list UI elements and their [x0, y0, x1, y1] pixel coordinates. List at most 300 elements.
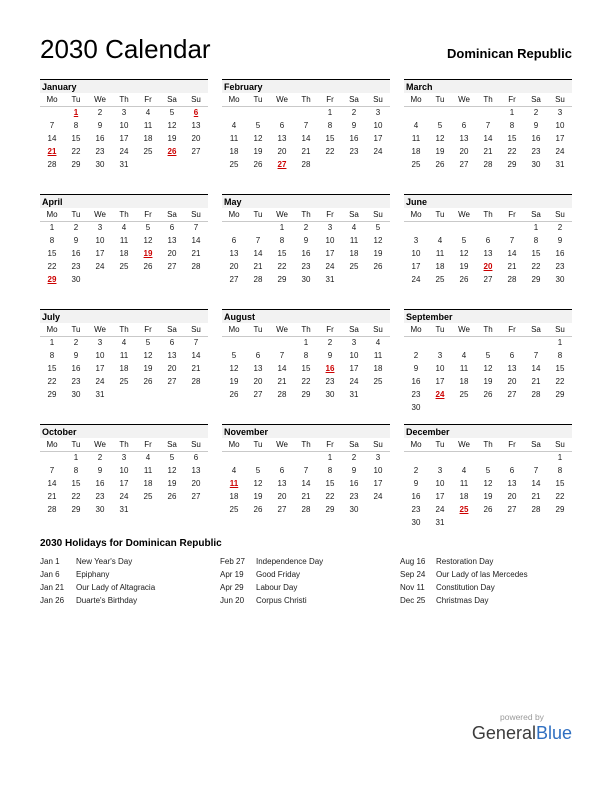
day-cell: 25	[459, 505, 469, 514]
holiday-entry	[40, 581, 220, 594]
day-cell: 29	[555, 505, 565, 514]
day-cell: 15	[47, 364, 57, 373]
weekday-label: Su	[548, 208, 572, 221]
day-cell: 13	[507, 364, 517, 373]
month-july	[40, 309, 208, 401]
weekday-label: Sa	[524, 323, 548, 336]
day-cell: 23	[555, 262, 565, 271]
weekday-label: Fr	[500, 323, 524, 336]
day-cell: 11	[373, 351, 383, 360]
day-cell: 6	[255, 351, 261, 360]
weekday-label: Th	[294, 93, 318, 106]
holiday-name: Our Lady of las Mercedes	[436, 570, 528, 579]
weekday-label: Tu	[428, 208, 452, 221]
day-cell: 14	[301, 134, 311, 143]
weekday-label: Mo	[404, 323, 428, 336]
day-cell: 13	[167, 236, 177, 245]
day-cell: 25	[119, 262, 129, 271]
weekday-label: Fr	[136, 208, 160, 221]
day-cell: 29	[531, 275, 541, 284]
day-cell: 27	[253, 390, 263, 399]
day-cell: 21	[253, 262, 263, 271]
day-cell: 14	[191, 351, 201, 360]
empty-cell	[500, 401, 524, 414]
month-grid	[222, 93, 390, 171]
day-cell: 31	[435, 518, 445, 527]
day-cell: 4	[121, 223, 127, 233]
day-cell: 27	[459, 160, 469, 169]
day-cell: 31	[119, 160, 129, 169]
day-cell: 30	[411, 518, 421, 527]
day-cell: 25	[373, 377, 383, 386]
day-cell: 30	[71, 275, 81, 284]
day-cell: 11	[435, 249, 445, 258]
empty-cell	[476, 401, 500, 414]
day-cell: 6	[279, 466, 285, 475]
day-cell: 4	[231, 466, 237, 475]
weekday-label: Su	[184, 323, 208, 336]
holiday-name: Our Lady of Altagracia	[76, 583, 156, 592]
day-cell: 2	[533, 108, 539, 118]
month-grid	[404, 438, 572, 529]
day-cell: 18	[349, 249, 359, 258]
empty-cell	[246, 221, 270, 234]
day-cell: 21	[507, 262, 517, 271]
day-cell: 30	[95, 505, 105, 514]
weekday-label: Fr	[318, 438, 342, 451]
weekday-label: Sa	[524, 438, 548, 451]
day-cell: 3	[97, 223, 103, 233]
holiday-name: Independence Day	[256, 557, 324, 566]
empty-cell	[40, 451, 64, 464]
day-cell: 28	[301, 160, 311, 169]
weekday-label: Tu	[428, 93, 452, 106]
day-cell: 2	[557, 223, 563, 233]
holiday-name: Good Friday	[256, 570, 301, 579]
day-cell: 13	[253, 364, 263, 373]
day-cell: 4	[231, 121, 237, 130]
day-cell: 29	[277, 275, 287, 284]
empty-cell	[184, 273, 208, 286]
day-cell: 5	[485, 466, 491, 475]
day-cell: 4	[145, 108, 151, 118]
day-cell: 31	[325, 275, 335, 284]
day-cell: 31	[119, 505, 129, 514]
empty-cell	[222, 106, 246, 119]
brand-general-text: General	[471, 723, 536, 743]
brand-logo	[472, 724, 572, 742]
day-cell: 13	[459, 134, 469, 143]
month-grid	[40, 93, 208, 171]
day-cell: 18	[459, 492, 469, 501]
holiday-date: Nov 11	[400, 583, 425, 592]
holiday-name: Duarte's Birthday	[76, 596, 138, 605]
day-cell: 9	[557, 236, 563, 245]
day-cell: 11	[411, 134, 421, 143]
day-cell: 15	[325, 134, 335, 143]
day-cell: 22	[555, 492, 565, 501]
empty-cell	[270, 451, 294, 464]
empty-cell	[404, 451, 428, 464]
weekday-label: Th	[294, 323, 318, 336]
holiday-entry	[40, 594, 220, 607]
day-cell: 24	[555, 147, 565, 156]
day-cell: 26	[167, 147, 177, 156]
weekday-label: Fr	[500, 93, 524, 106]
holiday-date: Apr 29	[220, 583, 244, 592]
day-cell: 7	[533, 351, 539, 360]
empty-cell	[366, 503, 390, 516]
day-cell: 19	[167, 134, 177, 143]
empty-cell	[40, 106, 64, 119]
day-cell: 9	[73, 236, 79, 245]
weekday-label: We	[452, 93, 476, 106]
day-cell: 28	[531, 505, 541, 514]
weekday-label: Su	[184, 93, 208, 106]
day-cell: 26	[229, 390, 239, 399]
weekday-label: Tu	[246, 208, 270, 221]
day-cell: 29	[325, 505, 335, 514]
footer	[472, 712, 572, 742]
empty-cell	[500, 336, 524, 349]
holiday-name: Christmas Day	[436, 596, 489, 605]
day-cell: 15	[71, 479, 81, 488]
day-cell: 6	[485, 236, 491, 245]
weekday-label: Th	[112, 323, 136, 336]
weekday-label: Mo	[40, 323, 64, 336]
weekday-label: Su	[184, 438, 208, 451]
day-cell: 22	[47, 262, 57, 271]
empty-cell	[428, 336, 452, 349]
day-cell: 9	[97, 121, 103, 130]
empty-cell	[294, 106, 318, 119]
empty-cell	[270, 336, 294, 349]
day-cell: 14	[47, 134, 57, 143]
weekday-label: We	[452, 323, 476, 336]
day-cell: 2	[413, 466, 419, 475]
month-grid	[40, 323, 208, 401]
day-cell: 29	[71, 160, 81, 169]
day-cell: 22	[325, 492, 335, 501]
day-cell: 17	[555, 134, 565, 143]
day-cell: 17	[119, 134, 129, 143]
country-label: Dominican Republic	[447, 46, 572, 61]
day-cell: 26	[459, 275, 469, 284]
month-december	[404, 424, 572, 529]
holiday-name: Epiphany	[76, 570, 110, 579]
day-cell: 10	[349, 351, 359, 360]
day-cell: 9	[413, 479, 419, 488]
day-cell: 5	[485, 351, 491, 360]
day-cell: 16	[349, 134, 359, 143]
weekday-label: Tu	[246, 323, 270, 336]
weekday-label: Sa	[160, 323, 184, 336]
weekday-label: Mo	[404, 438, 428, 451]
weekday-label: Sa	[342, 93, 366, 106]
day-cell: 24	[349, 377, 359, 386]
day-cell: 28	[483, 160, 493, 169]
day-cell: 8	[49, 351, 55, 360]
holiday-date: Jun 20	[220, 596, 245, 605]
day-cell: 2	[413, 351, 419, 360]
day-cell: 13	[191, 121, 201, 130]
empty-cell	[404, 336, 428, 349]
empty-cell	[452, 336, 476, 349]
weekday-label: Fr	[318, 208, 342, 221]
day-cell: 14	[507, 249, 517, 258]
months-grid	[40, 79, 572, 530]
empty-cell	[500, 451, 524, 464]
day-cell: 23	[325, 377, 335, 386]
day-cell: 10	[119, 466, 129, 475]
day-cell: 24	[373, 492, 383, 501]
month-title: January	[40, 79, 208, 93]
empty-cell	[428, 451, 452, 464]
day-cell: 31	[555, 160, 565, 169]
weekday-label: Tu	[428, 323, 452, 336]
empty-cell	[524, 336, 548, 349]
holiday-entry	[400, 568, 572, 581]
day-cell: 18	[119, 364, 129, 373]
day-cell: 12	[167, 466, 177, 475]
day-cell: 10	[95, 236, 105, 245]
day-cell: 20	[277, 492, 287, 501]
weekday-label: Su	[366, 438, 390, 451]
day-cell: 21	[301, 147, 311, 156]
day-cell: 6	[169, 223, 175, 233]
empty-cell	[112, 273, 136, 286]
day-cell: 16	[71, 364, 81, 373]
day-cell: 22	[301, 377, 311, 386]
day-cell: 8	[73, 121, 79, 130]
day-cell: 15	[71, 134, 81, 143]
month-title: July	[40, 309, 208, 323]
day-cell: 25	[229, 160, 239, 169]
empty-cell	[222, 336, 246, 349]
holiday-date: Feb 27	[220, 557, 245, 566]
day-cell: 30	[531, 160, 541, 169]
holiday-name: Constitution Day	[436, 583, 495, 592]
day-cell: 23	[95, 147, 105, 156]
day-cell: 7	[303, 121, 309, 130]
day-cell: 1	[509, 108, 515, 118]
empty-cell	[160, 503, 184, 516]
day-cell: 12	[435, 134, 445, 143]
month-april	[40, 194, 208, 286]
day-cell: 3	[375, 453, 381, 463]
day-cell: 8	[327, 466, 333, 475]
day-cell: 18	[435, 262, 445, 271]
holiday-date: Jan 21	[40, 583, 65, 592]
day-cell: 5	[231, 351, 237, 360]
holiday-entry	[400, 581, 572, 594]
day-cell: 6	[509, 351, 515, 360]
day-cell: 8	[557, 351, 563, 360]
day-cell: 12	[143, 351, 153, 360]
day-cell: 1	[303, 338, 309, 348]
day-cell: 6	[509, 466, 515, 475]
day-cell: 21	[191, 249, 201, 258]
weekday-label: Tu	[64, 438, 88, 451]
weekday-label: Tu	[64, 93, 88, 106]
day-cell: 22	[531, 262, 541, 271]
day-cell: 20	[277, 147, 287, 156]
day-cell: 25	[349, 262, 359, 271]
day-cell: 7	[509, 236, 515, 245]
day-cell: 30	[411, 403, 421, 412]
empty-cell	[366, 388, 390, 401]
month-grid	[404, 93, 572, 171]
weekday-label: Sa	[342, 438, 366, 451]
holiday-name: New Year's Day	[76, 557, 133, 566]
day-cell: 5	[169, 108, 175, 118]
weekday-label: Mo	[404, 208, 428, 221]
day-cell: 3	[375, 108, 381, 118]
day-cell: 20	[167, 364, 177, 373]
day-cell: 5	[169, 453, 175, 463]
day-cell: 28	[301, 505, 311, 514]
holiday-column	[400, 555, 572, 607]
day-cell: 5	[255, 121, 261, 130]
empty-cell	[184, 503, 208, 516]
day-cell: 30	[555, 275, 565, 284]
day-cell: 26	[253, 160, 263, 169]
day-cell: 14	[191, 236, 201, 245]
day-cell: 19	[253, 147, 263, 156]
empty-cell	[476, 336, 500, 349]
weekday-label: Su	[548, 323, 572, 336]
day-cell: 27	[507, 390, 517, 399]
day-cell: 10	[325, 236, 335, 245]
day-cell: 18	[229, 147, 239, 156]
weekday-label: Mo	[222, 208, 246, 221]
weekday-label: Su	[548, 93, 572, 106]
day-cell: 2	[97, 108, 103, 118]
month-grid	[40, 208, 208, 286]
day-cell: 7	[49, 121, 55, 130]
day-cell: 30	[301, 275, 311, 284]
day-cell: 17	[95, 249, 105, 258]
holiday-entry	[220, 555, 400, 568]
month-february	[222, 79, 390, 171]
day-cell: 17	[373, 134, 383, 143]
day-cell: 11	[459, 364, 469, 373]
day-cell: 14	[483, 134, 493, 143]
day-cell: 15	[47, 249, 57, 258]
day-cell: 13	[167, 351, 177, 360]
day-cell: 6	[231, 236, 237, 245]
day-cell: 1	[533, 223, 539, 233]
weekday-label: Th	[112, 93, 136, 106]
weekday-label: Mo	[40, 438, 64, 451]
weekday-label: Tu	[428, 438, 452, 451]
month-november	[222, 424, 390, 516]
empty-cell	[452, 106, 476, 119]
day-cell: 10	[435, 364, 445, 373]
weekday-label: Mo	[222, 93, 246, 106]
month-title: September	[404, 309, 572, 323]
day-cell: 23	[531, 147, 541, 156]
holiday-name: Restoration Day	[436, 557, 494, 566]
day-cell: 30	[71, 390, 81, 399]
weekday-label: Su	[366, 93, 390, 106]
day-cell: 5	[255, 466, 261, 475]
weekday-label: Th	[112, 438, 136, 451]
day-cell: 4	[437, 236, 443, 245]
day-cell: 6	[279, 121, 285, 130]
day-cell: 18	[373, 364, 383, 373]
day-cell: 17	[411, 262, 421, 271]
day-cell: 21	[531, 492, 541, 501]
day-cell: 6	[193, 108, 199, 118]
empty-cell	[160, 388, 184, 401]
day-cell: 27	[277, 505, 287, 514]
day-cell: 19	[483, 492, 493, 501]
weekday-label: Su	[548, 438, 572, 451]
day-cell: 3	[437, 466, 443, 475]
weekday-label: We	[88, 93, 112, 106]
day-cell: 3	[121, 108, 127, 118]
weekday-label: Mo	[222, 323, 246, 336]
empty-cell	[160, 158, 184, 171]
weekday-label: Tu	[64, 323, 88, 336]
empty-cell	[136, 388, 160, 401]
empty-cell	[476, 221, 500, 234]
day-cell: 22	[277, 262, 287, 271]
day-cell: 10	[119, 121, 129, 130]
weekday-label: Sa	[160, 93, 184, 106]
day-cell: 11	[229, 479, 239, 488]
day-cell: 27	[507, 505, 517, 514]
holiday-name: Corpus Christi	[256, 596, 307, 605]
day-cell: 6	[461, 121, 467, 130]
day-cell: 27	[191, 492, 201, 501]
day-cell: 23	[95, 492, 105, 501]
empty-cell	[452, 451, 476, 464]
day-cell: 30	[95, 160, 105, 169]
day-cell: 8	[509, 121, 515, 130]
empty-cell	[342, 273, 366, 286]
weekday-label: Th	[294, 438, 318, 451]
empty-cell	[318, 158, 342, 171]
weekday-label: Su	[366, 208, 390, 221]
day-cell: 18	[119, 249, 129, 258]
day-cell: 23	[71, 262, 81, 271]
day-cell: 9	[327, 351, 333, 360]
holiday-entry	[220, 594, 400, 607]
day-cell: 4	[375, 338, 381, 348]
day-cell: 5	[145, 338, 151, 348]
weekday-label: Sa	[160, 208, 184, 221]
day-cell: 17	[435, 492, 445, 501]
day-cell: 19	[229, 377, 239, 386]
day-cell: 7	[49, 466, 55, 475]
day-cell: 17	[95, 364, 105, 373]
holiday-name: Labour Day	[256, 583, 298, 592]
day-cell: 12	[167, 121, 177, 130]
day-cell: 3	[121, 453, 127, 463]
empty-cell	[428, 106, 452, 119]
day-cell: 13	[277, 134, 287, 143]
day-cell: 14	[531, 364, 541, 373]
day-cell: 17	[119, 479, 129, 488]
day-cell: 18	[411, 147, 421, 156]
month-title: November	[222, 424, 390, 438]
empty-cell	[404, 221, 428, 234]
day-cell: 23	[301, 262, 311, 271]
day-cell: 21	[531, 377, 541, 386]
day-cell: 26	[143, 262, 153, 271]
